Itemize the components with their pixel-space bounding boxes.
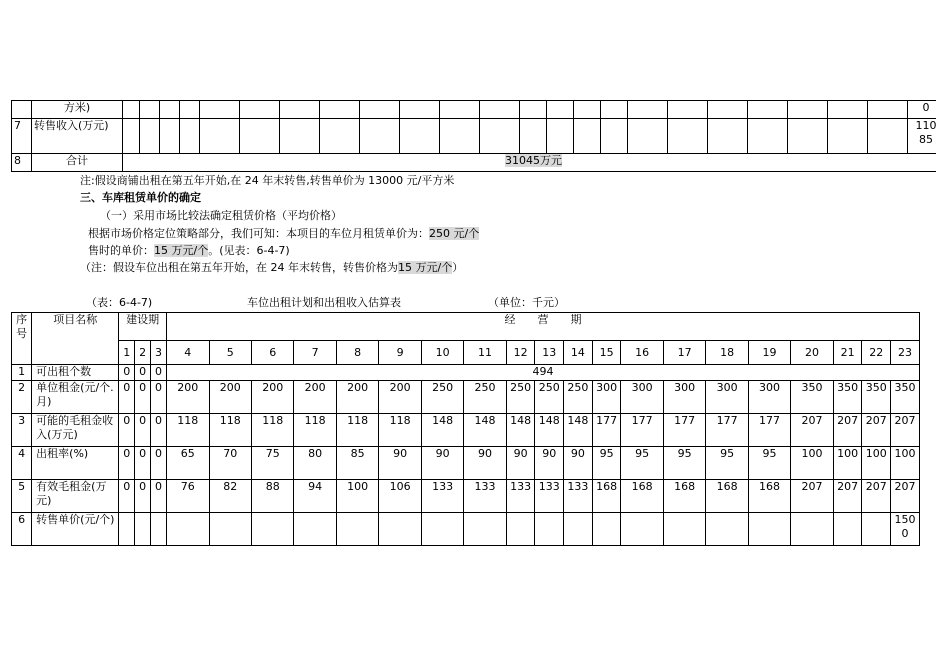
empty-cell: [706, 513, 748, 546]
year-value: 168: [592, 480, 621, 513]
row-name: 有效毛租金(万元): [32, 480, 119, 513]
rental-income-table: [11, 312, 920, 546]
row-no: 4: [12, 447, 32, 480]
year-value: 1500: [891, 513, 920, 546]
empty-cell: [748, 513, 790, 546]
year-value: 207: [891, 414, 920, 447]
year-cell: 10: [421, 341, 463, 365]
construction-value: 0: [151, 365, 167, 381]
year-value: 177: [706, 414, 748, 447]
note-text: 售时的单价：: [88, 244, 154, 257]
header-operation: 经 营 期: [167, 313, 920, 341]
year-value: 133: [421, 480, 463, 513]
empty-cell: [209, 513, 251, 546]
year-value: 133: [564, 480, 593, 513]
row-no: 5: [12, 480, 32, 513]
total-cell: [123, 154, 936, 172]
year-value: 300: [748, 381, 790, 414]
construction-value: 0: [151, 480, 167, 513]
year-value: 200: [336, 381, 378, 414]
empty-cell: [833, 513, 862, 546]
year-cell: 8: [336, 341, 378, 365]
year-value: 148: [564, 414, 593, 447]
year-cell: 16: [621, 341, 663, 365]
row-no: 2: [12, 381, 32, 414]
note-line-1: [88, 226, 479, 241]
year-cell: 11: [464, 341, 506, 365]
year-value: 207: [791, 480, 833, 513]
empty-cell: [464, 513, 506, 546]
year-value: 148: [421, 414, 463, 447]
year-value: 200: [251, 381, 293, 414]
section-heading: 三、车库租赁单价的确定: [80, 191, 201, 204]
year-value: 350: [862, 381, 891, 414]
note-line-3: [80, 260, 463, 275]
year-cell: 21: [833, 341, 862, 365]
year-value: 200: [209, 381, 251, 414]
year-value: 148: [535, 414, 564, 447]
year-cell: 1: [119, 341, 135, 365]
empty-cell: [294, 513, 336, 546]
cell: 方米): [32, 101, 123, 119]
year-value: 118: [336, 414, 378, 447]
year-cell: 13: [535, 341, 564, 365]
year-value: 65: [167, 447, 209, 480]
year-value: 207: [791, 414, 833, 447]
year-cell: 17: [663, 341, 705, 365]
year-value: 250: [564, 381, 593, 414]
table-row: [12, 480, 920, 513]
row-no: 3: [12, 414, 32, 447]
row-name: 出租率(%): [32, 447, 119, 480]
empty-cell: [506, 513, 535, 546]
row-name: 转售单价(元/个): [32, 513, 119, 546]
construction-value: 0: [151, 414, 167, 447]
sale-price: 15 万元/个: [154, 244, 209, 257]
year-value: 168: [663, 480, 705, 513]
table-row: [12, 447, 920, 480]
empty-cell: [862, 513, 891, 546]
note-text: （注：假设车位出租在第五年开始，在 24 年末转售，转售价格为: [80, 261, 398, 274]
row-no: 6: [12, 513, 32, 546]
year-value: 85: [336, 447, 378, 480]
year-value: 90: [379, 447, 421, 480]
year-value: 177: [663, 414, 705, 447]
empty-cell: [379, 513, 421, 546]
year-value: 207: [833, 414, 862, 447]
year-cell: 22: [862, 341, 891, 365]
note-text: ）: [452, 261, 464, 274]
year-value: 95: [621, 447, 663, 480]
cell: 7: [12, 119, 32, 154]
table-row: [12, 414, 920, 447]
cell: 转售收入(万元): [32, 119, 123, 154]
cell: 0: [908, 101, 936, 119]
year-value: 118: [294, 414, 336, 447]
year-value: 200: [167, 381, 209, 414]
year-cell: 4: [167, 341, 209, 365]
total-value: 31045万元: [505, 154, 562, 167]
year-value: 100: [791, 447, 833, 480]
year-cell: 5: [209, 341, 251, 365]
empty-cell: [151, 513, 167, 546]
year-value: 200: [294, 381, 336, 414]
year-value: 80: [294, 447, 336, 480]
empty-cell: [421, 513, 463, 546]
year-value: 177: [621, 414, 663, 447]
empty-cell: [251, 513, 293, 546]
year-cell: 2: [135, 341, 151, 365]
year-cell: 6: [251, 341, 293, 365]
year-value: 95: [663, 447, 705, 480]
top-row-1: [12, 101, 936, 119]
construction-value: 0: [135, 447, 151, 480]
year-cell: 12: [506, 341, 535, 365]
empty-cell: [119, 513, 135, 546]
year-value: 300: [706, 381, 748, 414]
year-value: 148: [506, 414, 535, 447]
empty-cell: [791, 513, 833, 546]
year-cell: 14: [564, 341, 593, 365]
year-value: 168: [621, 480, 663, 513]
table-number: （表：6-4-7): [86, 296, 153, 309]
year-value: 148: [464, 414, 506, 447]
construction-value: 0: [135, 480, 151, 513]
top-row-3: [12, 154, 936, 172]
year-value: 133: [464, 480, 506, 513]
construction-value: 0: [135, 381, 151, 414]
cell: [12, 101, 32, 119]
sub-heading: （一）采用市场比较法确定租赁价格（平均价格）: [100, 209, 342, 222]
empty-cell: [336, 513, 378, 546]
row-name: 可出租个数: [32, 365, 119, 381]
year-cell: 20: [791, 341, 833, 365]
year-value: 106: [379, 480, 421, 513]
construction-value: 0: [119, 480, 135, 513]
year-value: 207: [891, 480, 920, 513]
year-value: 90: [421, 447, 463, 480]
header-construction: 建设期: [119, 313, 167, 341]
table-row: [12, 365, 920, 381]
year-value: 94: [294, 480, 336, 513]
note-text: 。(见表：6-4-7): [208, 244, 290, 257]
year-value: 76: [167, 480, 209, 513]
year-value: 168: [706, 480, 748, 513]
year-cell: 3: [151, 341, 167, 365]
row-name: 可能的毛租金收入(万元): [32, 414, 119, 447]
year-value: 350: [833, 381, 862, 414]
table-row: [12, 381, 920, 414]
year-value: 133: [535, 480, 564, 513]
year-value: 168: [748, 480, 790, 513]
empty-cell: [535, 513, 564, 546]
year-cell: 7: [294, 341, 336, 365]
year-value: 350: [791, 381, 833, 414]
empty-cell: [663, 513, 705, 546]
year-value: 90: [535, 447, 564, 480]
table-title: 车位出租计划和出租收入估算表: [247, 296, 401, 309]
cell: 11085: [908, 119, 936, 154]
header-row: [12, 313, 920, 341]
year-value: 100: [891, 447, 920, 480]
year-value: 250: [506, 381, 535, 414]
year-value: 70: [209, 447, 251, 480]
year-value: 207: [833, 480, 862, 513]
header-item: 项目名称: [32, 313, 119, 365]
year-value: 95: [748, 447, 790, 480]
year-value: 118: [379, 414, 421, 447]
empty-cell: [564, 513, 593, 546]
construction-value: 0: [135, 365, 151, 381]
year-value: 90: [506, 447, 535, 480]
year-value: 250: [421, 381, 463, 414]
year-value: 250: [535, 381, 564, 414]
year-value: 177: [592, 414, 621, 447]
year-value: 300: [663, 381, 705, 414]
row-name: 单位租金(元/个.月): [32, 381, 119, 414]
year-value: 207: [862, 414, 891, 447]
year-cell: 23: [891, 341, 920, 365]
year-value: 100: [862, 447, 891, 480]
year-value: 177: [748, 414, 790, 447]
year-value: 90: [464, 447, 506, 480]
construction-value: 0: [119, 414, 135, 447]
row-no: 1: [12, 365, 32, 381]
year-value: 95: [706, 447, 748, 480]
year-value: 350: [891, 381, 920, 414]
year-cell: 18: [706, 341, 748, 365]
span-value: 494: [167, 365, 920, 381]
year-value: 88: [251, 480, 293, 513]
rent-price: 250 元/个: [429, 227, 480, 240]
year-value: 90: [564, 447, 593, 480]
construction-value: 0: [151, 447, 167, 480]
year-cell: 9: [379, 341, 421, 365]
year-value: 82: [209, 480, 251, 513]
construction-value: 0: [119, 381, 135, 414]
year-value: 300: [592, 381, 621, 414]
year-value: 95: [592, 447, 621, 480]
empty-cell: [135, 513, 151, 546]
year-value: 133: [506, 480, 535, 513]
note-text: 根据市场价格定位策略部分，我们可知：本项目的车位月租赁单价为：: [88, 227, 429, 240]
year-value: 118: [167, 414, 209, 447]
year-value: 100: [833, 447, 862, 480]
top-row-2: [12, 119, 936, 154]
cell: 8: [12, 154, 32, 172]
year-value: 207: [862, 480, 891, 513]
year-value: 118: [209, 414, 251, 447]
top-table: [11, 100, 936, 172]
note-1: 注:假设商铺出租在第五年开始,在 24 年末转售,转售单价为 13000 元/平方米: [80, 174, 455, 187]
empty-cell: [167, 513, 209, 546]
note-line-2: [88, 243, 290, 258]
sale-price: 15 万元/个: [398, 261, 453, 274]
year-value: 300: [621, 381, 663, 414]
empty-cell: [621, 513, 663, 546]
year-row: [12, 341, 920, 365]
year-cell: 15: [592, 341, 621, 365]
construction-value: 0: [119, 447, 135, 480]
construction-value: 0: [135, 414, 151, 447]
table-unit: （单位：千元）: [488, 296, 565, 309]
construction-value: 0: [119, 365, 135, 381]
cell: 合计: [32, 154, 123, 172]
empty-cell: [592, 513, 621, 546]
table-row: [12, 513, 920, 546]
year-value: 250: [464, 381, 506, 414]
year-cell: 19: [748, 341, 790, 365]
year-value: 118: [251, 414, 293, 447]
year-value: 200: [379, 381, 421, 414]
year-value: 100: [336, 480, 378, 513]
header-no: 序号: [12, 313, 32, 365]
construction-value: 0: [151, 381, 167, 414]
year-value: 75: [251, 447, 293, 480]
